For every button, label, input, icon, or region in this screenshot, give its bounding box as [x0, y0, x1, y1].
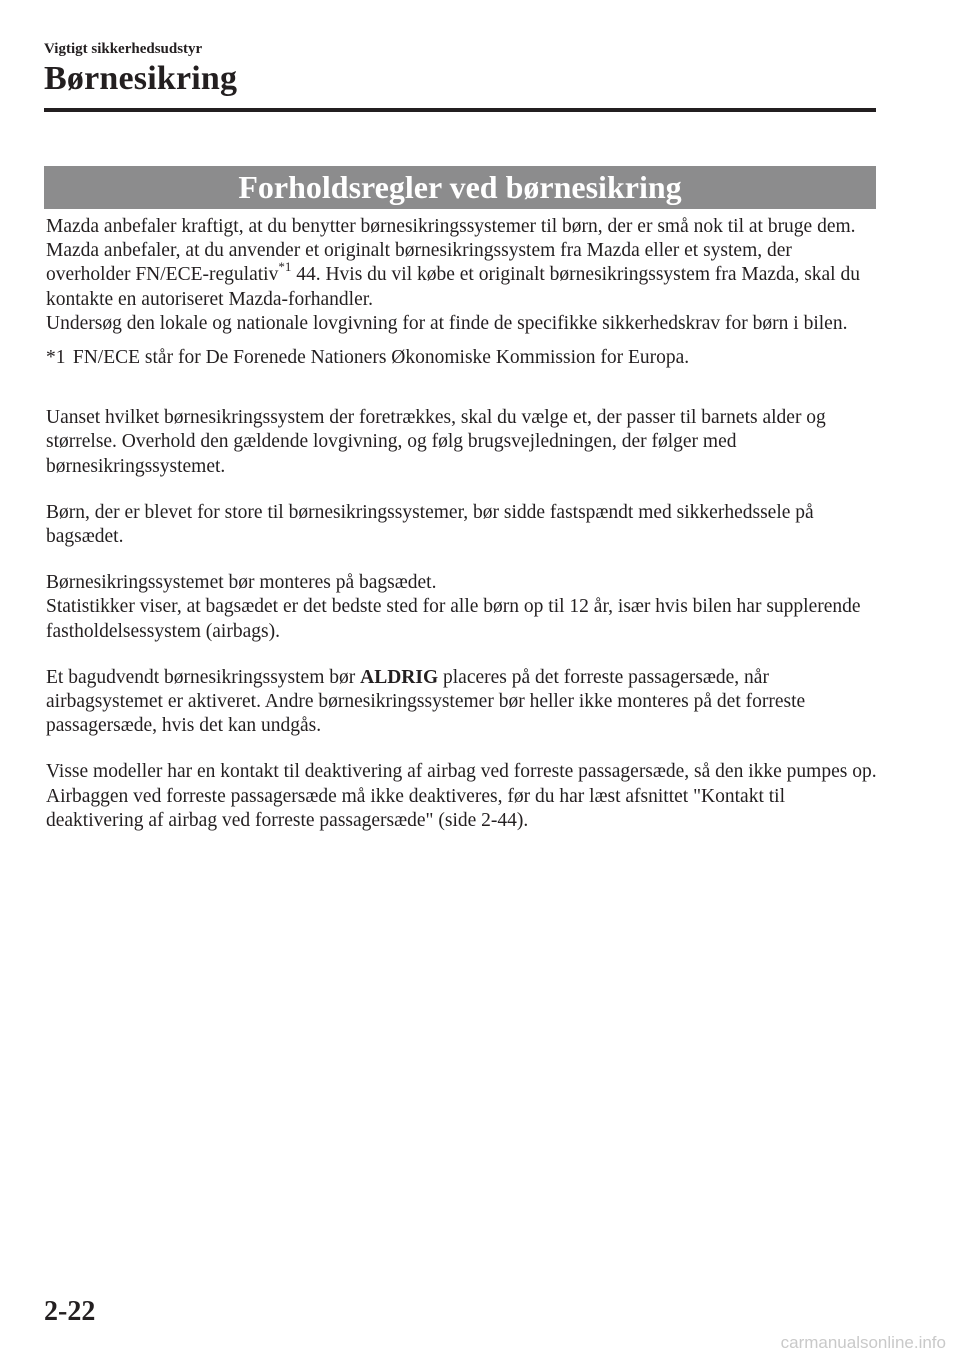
- footnote-mark: *1: [46, 347, 66, 369]
- watermark: carmanualsonline.info: [780, 1333, 946, 1352]
- paragraph-text: Et bagudvendt børnesikringssystem bør: [46, 666, 361, 688]
- paragraph-choice: Uanset hvilket børnesikringssystem der foretrækkes, skal du vælge et, der passer til barnets alder og størrelse. Overhold den gældende lovgivning, og følg brugsvejledningen, der følger med børnesikringssystemet.: [46, 407, 826, 477]
- paragraph-text: 44. Hvis du vil købe et originalt børnesikringssystem fra Mazda, skal du kontakte en autoriseret Mazda-forhandler.: [46, 264, 860, 310]
- chapter-title: Børnesikring: [44, 60, 238, 97]
- paragraph-rear-facing-warning: [46, 666, 881, 739]
- paragraph-legislation: Undersøg den lokale og nationale lovgivning for at finde de specifikke sikkerhedskrav for børn i bilen.: [46, 312, 848, 334]
- paragraph-recommendation: Mazda anbefaler kraftigt, at du benytter børnesikringssystemer til børn, der er små nok til at bruge dem.: [46, 216, 856, 237]
- paragraph-text: placeres på det forreste passagersæde, når airbagsystemet er aktiveret. Andre børnesikringssystemer bør heller ikke monteres på det forreste passagersæde, hvis det kan undgås.: [46, 666, 806, 737]
- header-rule: [44, 108, 876, 112]
- footnote-text: FN/ECE står for De Forenede Nationers Økonomiske Kommission for Europa.: [72, 347, 690, 369]
- footnote-reference: *1: [278, 259, 292, 275]
- paragraph-statistics: Statistikker viser, at bagsædet er det bedste sted for alle børn op til 12 år, især hvis bilen har supplerende fastholdelsessystem (airbags).: [46, 596, 861, 642]
- emphasis-never: ALDRIG: [360, 666, 439, 688]
- section-banner: Forholdsregler ved børnesikring: [44, 166, 876, 209]
- paragraph-text: Mazda anbefaler, at du anvender et originalt børnesikringssystem fra Mazda eller et system, der overholder FN/ECE-regulativ: [46, 240, 792, 286]
- footnote: [46, 346, 881, 370]
- paragraph-older-children: Børn, der er blevet for store til børnesikringssystemer, bør sidde fastspændt med sikkerhedssele på bagsædet.: [46, 501, 814, 548]
- section-label: Vigtigt sikkerhedsudstyr: [44, 41, 203, 57]
- paragraph-original-system: [46, 239, 881, 312]
- body-text: [46, 215, 881, 833]
- page-number: 2-22: [44, 1296, 96, 1327]
- paragraph-airbag-deactivation: Visse modeller har en kontakt til deaktivering af airbag ved forreste passagersæde, så den ikke pumpes op. Airbaggen ved forreste passagersæde må ikke deaktiveres, før du har læst afsnittet "Kontakt til deaktivering af airbag ved forreste passagersæde" (side 2-44).: [46, 761, 877, 831]
- paragraph-rear-seat: Børnesikringssystemet bør monteres på bagsædet.: [46, 572, 437, 594]
